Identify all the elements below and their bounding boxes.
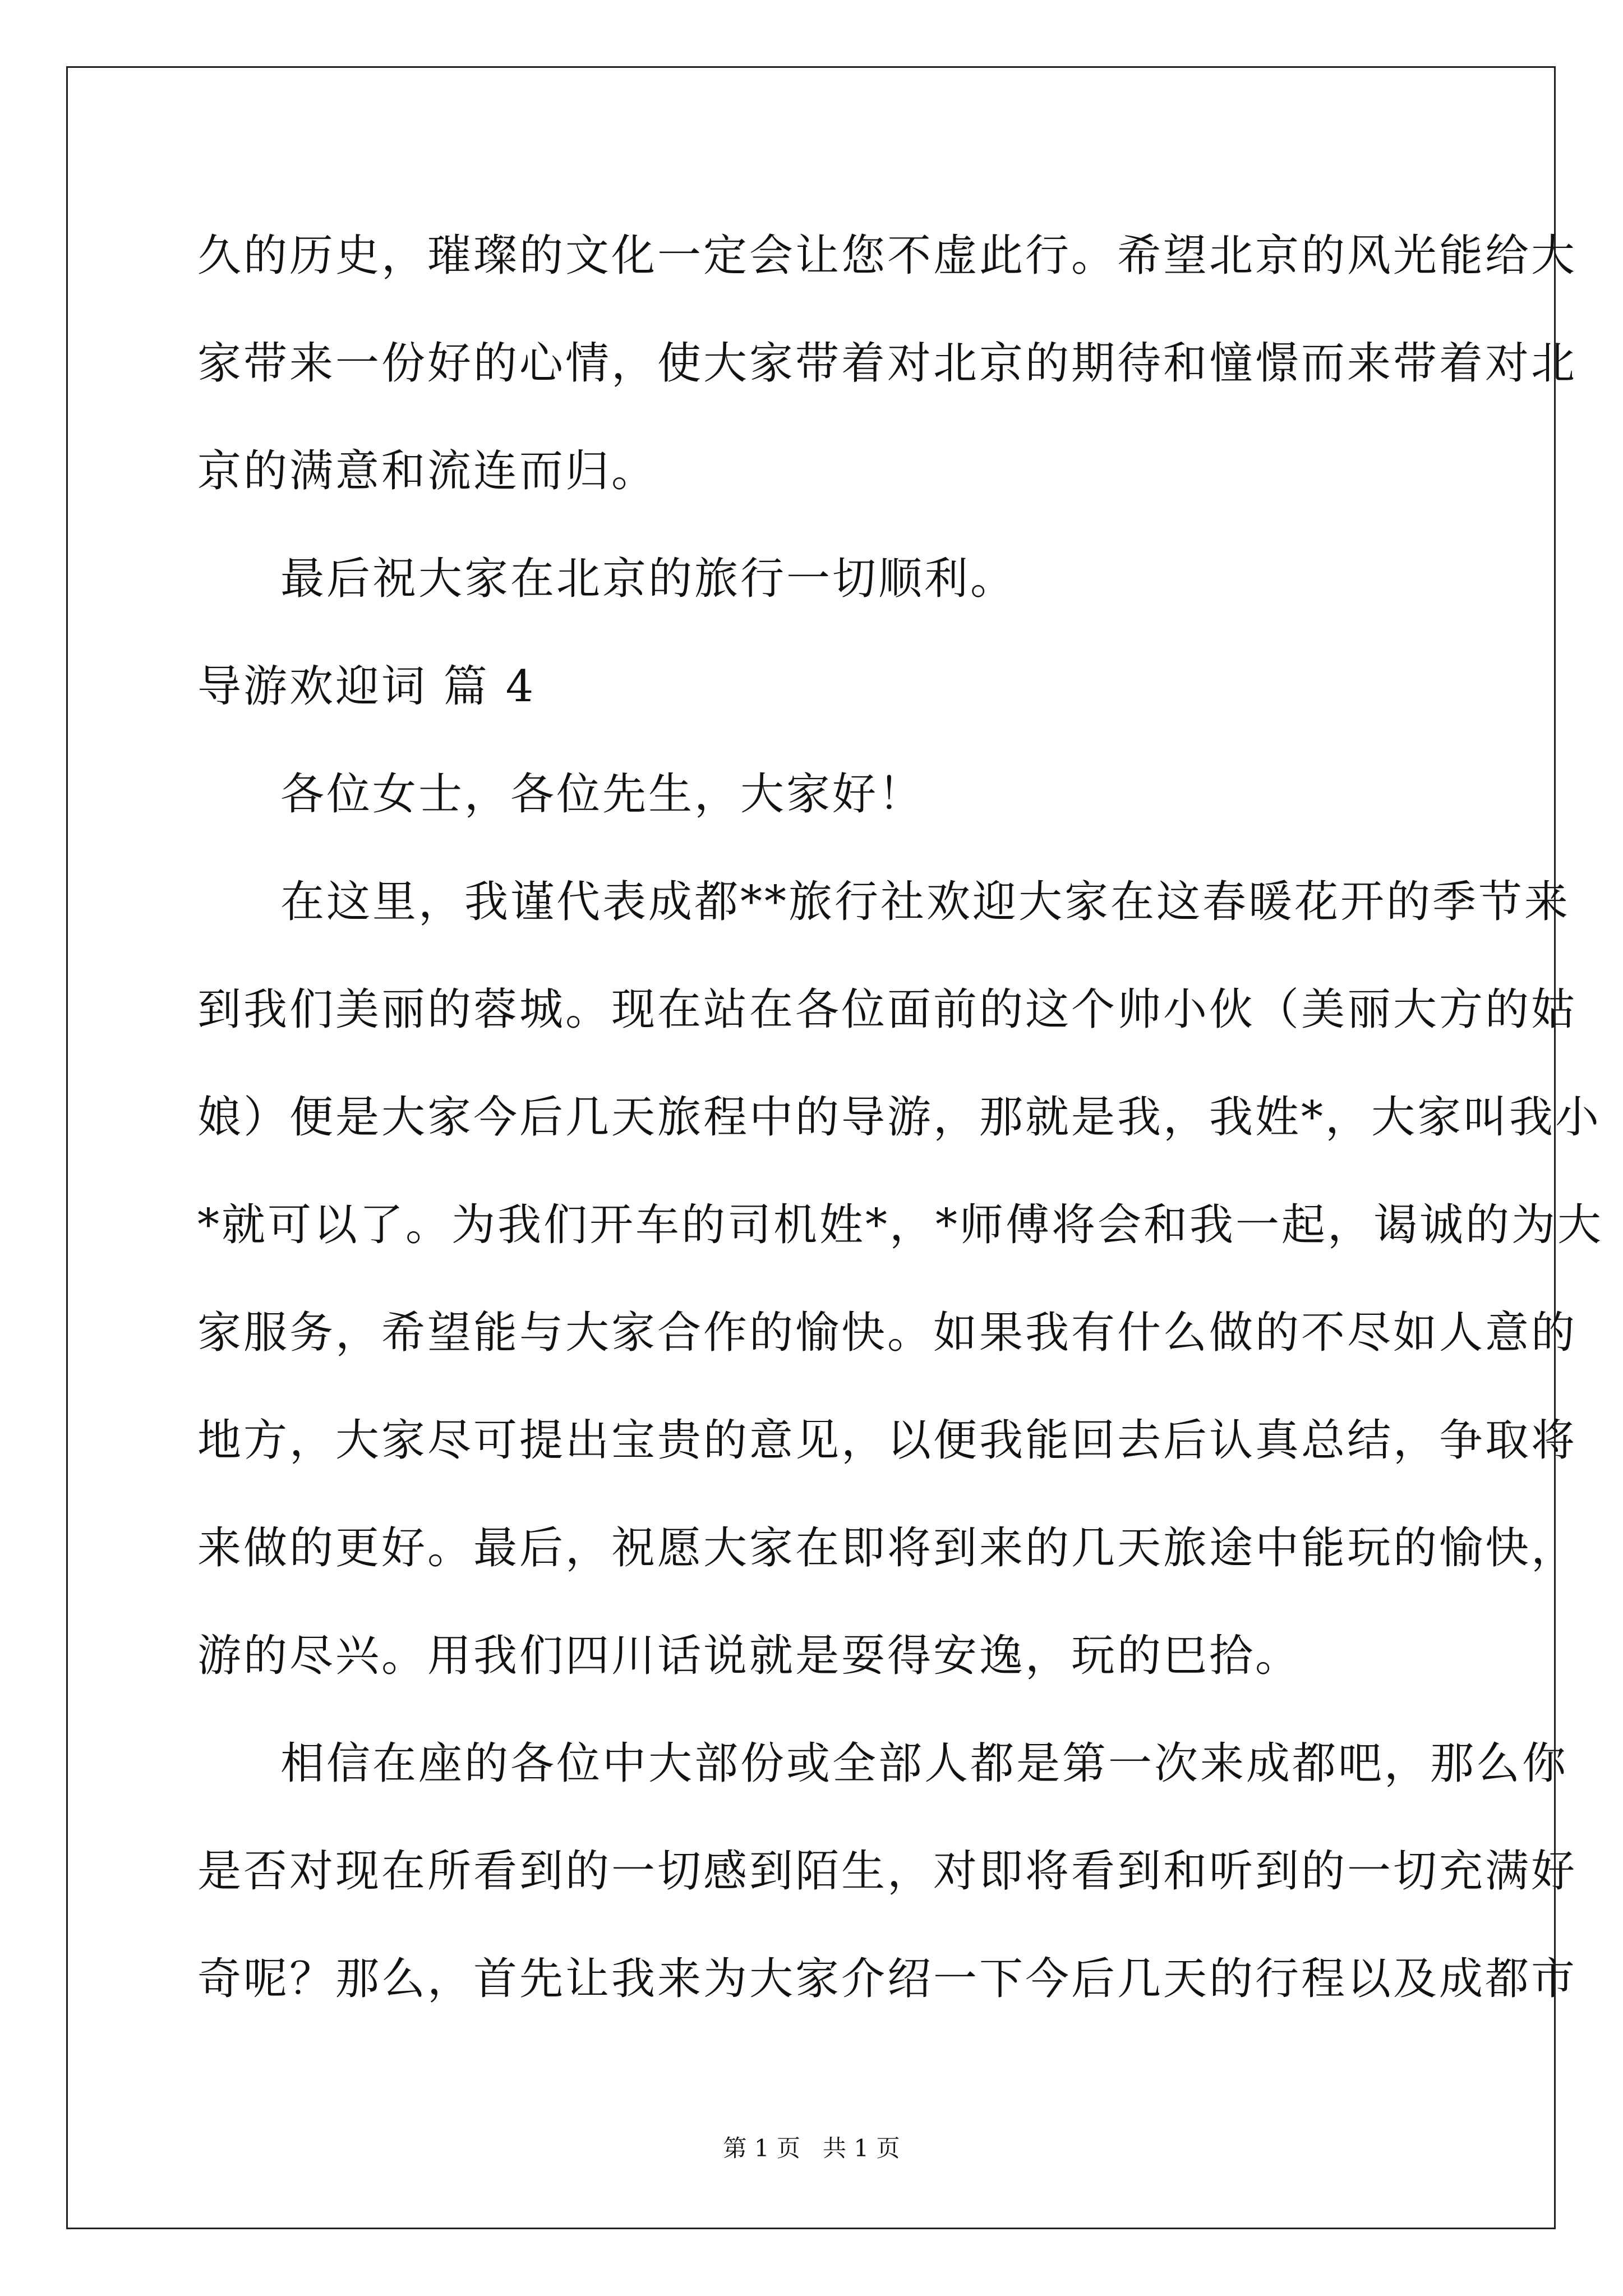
- paragraph-line: 家服务，希望能与大家合作的愉快。如果我有什么做的不尽如人意的: [197, 1308, 1578, 1358]
- paragraph-line: 来做的更好。最后，祝愿大家在即将到来的几天旅途中能玩的愉快，: [197, 1523, 1578, 1573]
- paragraph-line: 是否对现在所看到的一切感到陌生，对即将看到和听到的一切充满好: [197, 1846, 1578, 1897]
- paragraph-line: 到我们美丽的蓉城。现在站在各位面前的这个帅小伙（美丽大方的姑: [197, 984, 1578, 1035]
- section-heading: 导游欢迎词 篇 4: [197, 661, 536, 712]
- paragraph-line: 相信在座的各位中大部份或全部人都是第一次来成都吧，那么你: [280, 1738, 1569, 1789]
- paragraph-line: 游的尽兴。用我们四川话说就是耍得安逸，玩的巴拾。: [197, 1631, 1302, 1681]
- paragraph-line: 各位女士，各位先生，大家好！: [280, 769, 925, 820]
- paragraph-line: 奇呢？那么，首先让我来为大家介绍一下今后几天的行程以及成都市: [197, 1954, 1578, 2004]
- paragraph-line: 家带来一份好的心情，使大家带着对北京的期待和憧憬而来带着对北: [197, 338, 1578, 389]
- paragraph-line: 京的满意和流连而归。: [197, 446, 658, 496]
- paragraph-line: *就可以了。为我们开车的司机姓*，*师傅将会和我一起，谒诚的为大: [197, 1200, 1604, 1250]
- paragraph-line: 娘）便是大家今后几天旅程中的导游，那就是我，我姓*，大家叫我小: [197, 1092, 1602, 1143]
- document-body: [197, 202, 1604, 2033]
- paragraph-line: 最后祝大家在北京的旅行一切顺利。: [280, 554, 1017, 604]
- paragraph-line: 在这里，我谨代表成都**旅行社欢迎大家在这春暖花开的季节来: [280, 877, 1571, 927]
- page-number-footer: 第 1 页 共 1 页: [723, 2134, 900, 2162]
- paragraph-line: 地方，大家尽可提出宝贵的意见，以便我能回去后认真总结，争取将: [197, 1415, 1578, 1466]
- paragraph-line: 久的历史，璀璨的文化一定会让您不虚此行。希望北京的风光能给大: [197, 231, 1578, 281]
